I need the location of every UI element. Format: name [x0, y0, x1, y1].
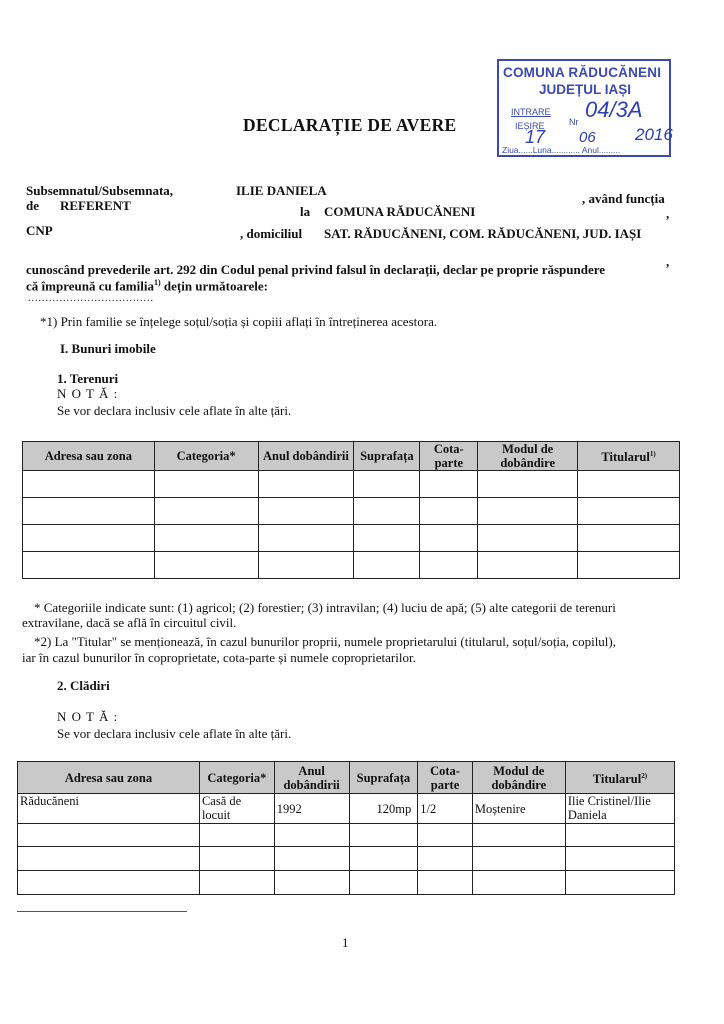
table-row	[18, 871, 675, 895]
table-row	[23, 471, 680, 498]
table-row	[23, 552, 680, 579]
la-label: la	[300, 204, 311, 219]
stamp-intrare: INTRARE	[511, 107, 551, 117]
nota-terenuri-text: Se vor declara inclusiv cele aflate în alte țări.	[57, 403, 292, 418]
note-categorii: * Categoriile indicate sunt: (1) agricol; (2) forestier; (3) intravilan; (4) luciu de apă; (5) alte categorii de terenuri	[34, 600, 616, 615]
stamp-day: 17	[525, 127, 546, 147]
col-suprafata: Suprafața	[349, 762, 418, 794]
col-suprafata: Suprafața	[354, 442, 420, 471]
footnote-divider	[17, 911, 187, 912]
intro-line-2	[26, 278, 268, 294]
avand-functia-label: , având funcția	[582, 191, 665, 206]
col-adresa: Adresa sau zona	[23, 442, 155, 471]
stamp-iesire: IEȘIRE	[515, 121, 545, 131]
de-label: de	[26, 198, 39, 213]
nota-cladiri-text: Se vor declara inclusiv cele aflate în alte țări.	[57, 726, 292, 741]
col-cota: Cota-parte	[418, 762, 473, 794]
intro-line-1: cunoscând prevederile art. 292 din Codul penal privind falsul în declarații, declar pe proprie răspundere	[26, 262, 606, 277]
domiciliul-value: SAT. RĂDUCĂNENI, COM. RĂDUCĂNENI, JUD. IAȘI	[324, 226, 642, 241]
section-bunuri-imobile: I. Bunuri imobile	[60, 341, 156, 356]
comma-1: ,	[666, 206, 670, 221]
note-titular: *2) La "Titular" se menționează, în cazul bunurilor proprii, numele proprietarului (titularul, soțul/soția, copilul),	[34, 634, 616, 649]
col-anul: Anul dobândirii	[274, 762, 349, 794]
comma-2: ,	[666, 254, 670, 269]
cladiri-table	[17, 761, 675, 895]
footnote-family: *1) Prin familie se înțelege soțul/soția și copiii aflați în întreținerea acestora.	[40, 314, 438, 329]
col-cota: Cota-parte	[420, 442, 478, 471]
note-titular-2: iar în cazul bunurilor în coproprietate, cota-parte și numele coproprietarilor.	[22, 650, 416, 665]
col-modul: Modul de dobândire	[472, 762, 565, 794]
registration-stamp	[497, 59, 671, 157]
stamp-nr-label: Nr	[569, 117, 579, 127]
cnp-label: CNP	[26, 223, 53, 238]
stamp-date-labels: Ziua......Luna............ Anul.........	[502, 145, 621, 155]
col-titular: Titularul$^{1)}$	[578, 442, 680, 471]
intro-line-2-post: dețin următoarele:	[160, 278, 268, 294]
section-terenuri: 1. Terenuri	[57, 371, 119, 386]
col-adresa: Adresa sau zona	[18, 762, 200, 794]
stamp-year: 2016	[635, 125, 673, 144]
page-number: 1	[342, 935, 349, 950]
stamp-county: JUDEȚUL IAȘI	[539, 82, 632, 97]
nota-terenuri: N O T Ă :	[57, 386, 119, 401]
functia-value: REFERENT	[60, 198, 131, 213]
stamp-registration-number: 04/3A	[585, 97, 643, 122]
declarant-name: ILIE DANIELA	[236, 183, 327, 198]
section-cladiri: 2. Clădiri	[57, 678, 110, 693]
intro-footnote-ref: 1)	[153, 278, 161, 287]
col-categoria: Categoria*	[154, 442, 258, 471]
domiciliul-label: , domiciliul	[240, 226, 303, 241]
table-row	[23, 525, 680, 552]
table-row: Răducăneni Casă de locuit 1992 120mp 1/2 Moștenire Ilie Cristinel/Ilie Daniela	[18, 794, 675, 824]
intro-dots: ....................................	[28, 293, 154, 304]
subsemnatul-label: Subsemnatul/Subsemnata,	[26, 183, 174, 198]
nota-cladiri: N O T Ă :	[57, 709, 119, 724]
col-anul: Anul dobândirii	[258, 442, 354, 471]
intro-line-2-pre: că împreună cu familia	[26, 278, 154, 294]
table-row	[18, 847, 675, 871]
col-categoria: Categoria*	[199, 762, 274, 794]
stamp-institution: COMUNA RĂDUCĂNENI	[503, 65, 662, 80]
col-titular: Titularul$^{2)}$	[565, 762, 674, 794]
col-modul: Modul de dobândire	[478, 442, 578, 471]
note-categorii-2: extravilane, dacă se află în circuitul civil.	[22, 615, 237, 630]
stamp-month: 06	[579, 129, 596, 146]
table-row	[23, 498, 680, 525]
page-title: DECLARAȚIE DE AVERE	[243, 115, 457, 135]
table-row	[18, 824, 675, 847]
terenuri-table	[22, 441, 680, 579]
institutia-value: COMUNA RĂDUCĂNENI	[324, 204, 476, 219]
